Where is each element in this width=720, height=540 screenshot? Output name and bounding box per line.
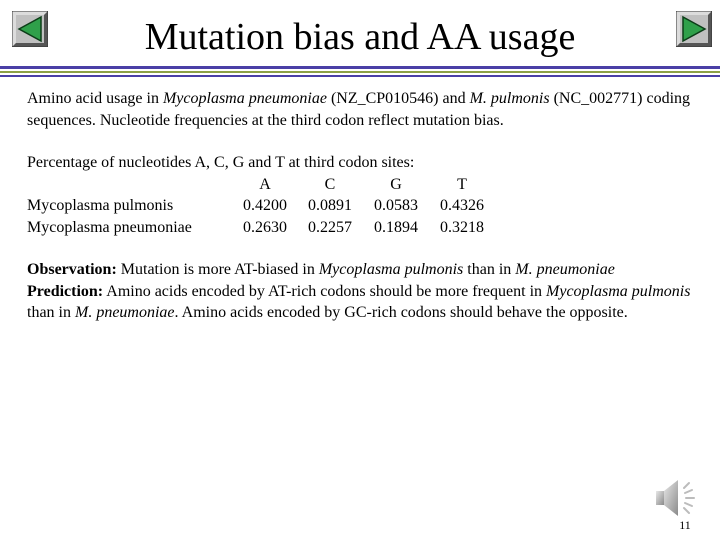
observation-organism-1: Mycoplasma pulmonis [318,261,464,278]
slide-body [27,88,695,324]
prediction-text-1: Amino acids encoded by AT-rich codons should be more frequent in [103,282,547,300]
frequency-value: 0.2630 [243,218,287,236]
frequency-value: 0.1894 [374,218,418,236]
title-divider-bottom [0,75,720,77]
prediction-label: Prediction: [27,282,104,300]
frequency-value: 0.4200 [243,197,287,214]
spacer [27,131,695,152]
right-arrow-icon [676,11,712,47]
column-header: C [324,175,336,193]
organism-name: Mycoplasma pulmonis [27,197,174,214]
organism-name: Mycoplasma pneumoniae [27,218,192,236]
intro-organism-2: M. pulmonis [469,90,550,107]
title-divider-middle [0,71,720,73]
intro-paragraph [27,88,695,131]
intro-text-1: Amino acid usage in [27,90,163,107]
frequency-value: 0.0583 [374,197,418,214]
intro-organism-1: Mycoplasma pneumoniae [162,90,327,107]
spacer [27,238,695,259]
intro-text-2: (NZ_CP010546) and [326,90,470,107]
frequency-value: 0.4326 [440,197,484,214]
prediction-organism-2: M. pneumoniae [75,304,175,321]
table-row [27,217,495,239]
column-header: T [457,175,467,193]
title-divider-top [0,66,720,69]
prediction-text-3: . Amino acids encoded by GC-rich codons should behave the opposite. [174,304,628,321]
frequency-value: 0.2257 [308,218,352,236]
prediction-organism-1: Mycoplasma pulmonis [546,282,691,300]
observation-text-2: than in [463,261,516,278]
page-number: 11 [679,518,691,532]
prediction-text-2: than in [27,304,75,321]
speaker-icon [652,474,704,522]
table-row [27,195,495,217]
column-header: G [390,175,402,193]
frequency-corner [27,174,233,196]
frequency-value: 0.0891 [308,197,352,214]
frequency-value: 0.3218 [440,218,484,236]
observation-text-1: Mutation is more AT-biased in [116,261,319,278]
frequency-table [27,174,495,239]
prediction-paragraph [27,281,695,324]
next-slide-button[interactable] [676,11,712,47]
observation-paragraph [27,259,695,281]
observation-organism-2: M. pneumoniae [515,261,615,278]
column-header: A [259,175,271,193]
frequency-header-row [27,174,495,196]
frequency-heading: Percentage of nucleotides A, C, G and T at third codon sites: [27,154,415,171]
audio-button[interactable] [652,474,704,522]
observation-label: Observation: [27,261,117,278]
slide-title: Mutation bias and AA usage [144,16,576,58]
intro-text-3: (NC_002771) coding sequences. Nucleotide frequencies at the third codon reflect mutation bias. [27,90,691,129]
